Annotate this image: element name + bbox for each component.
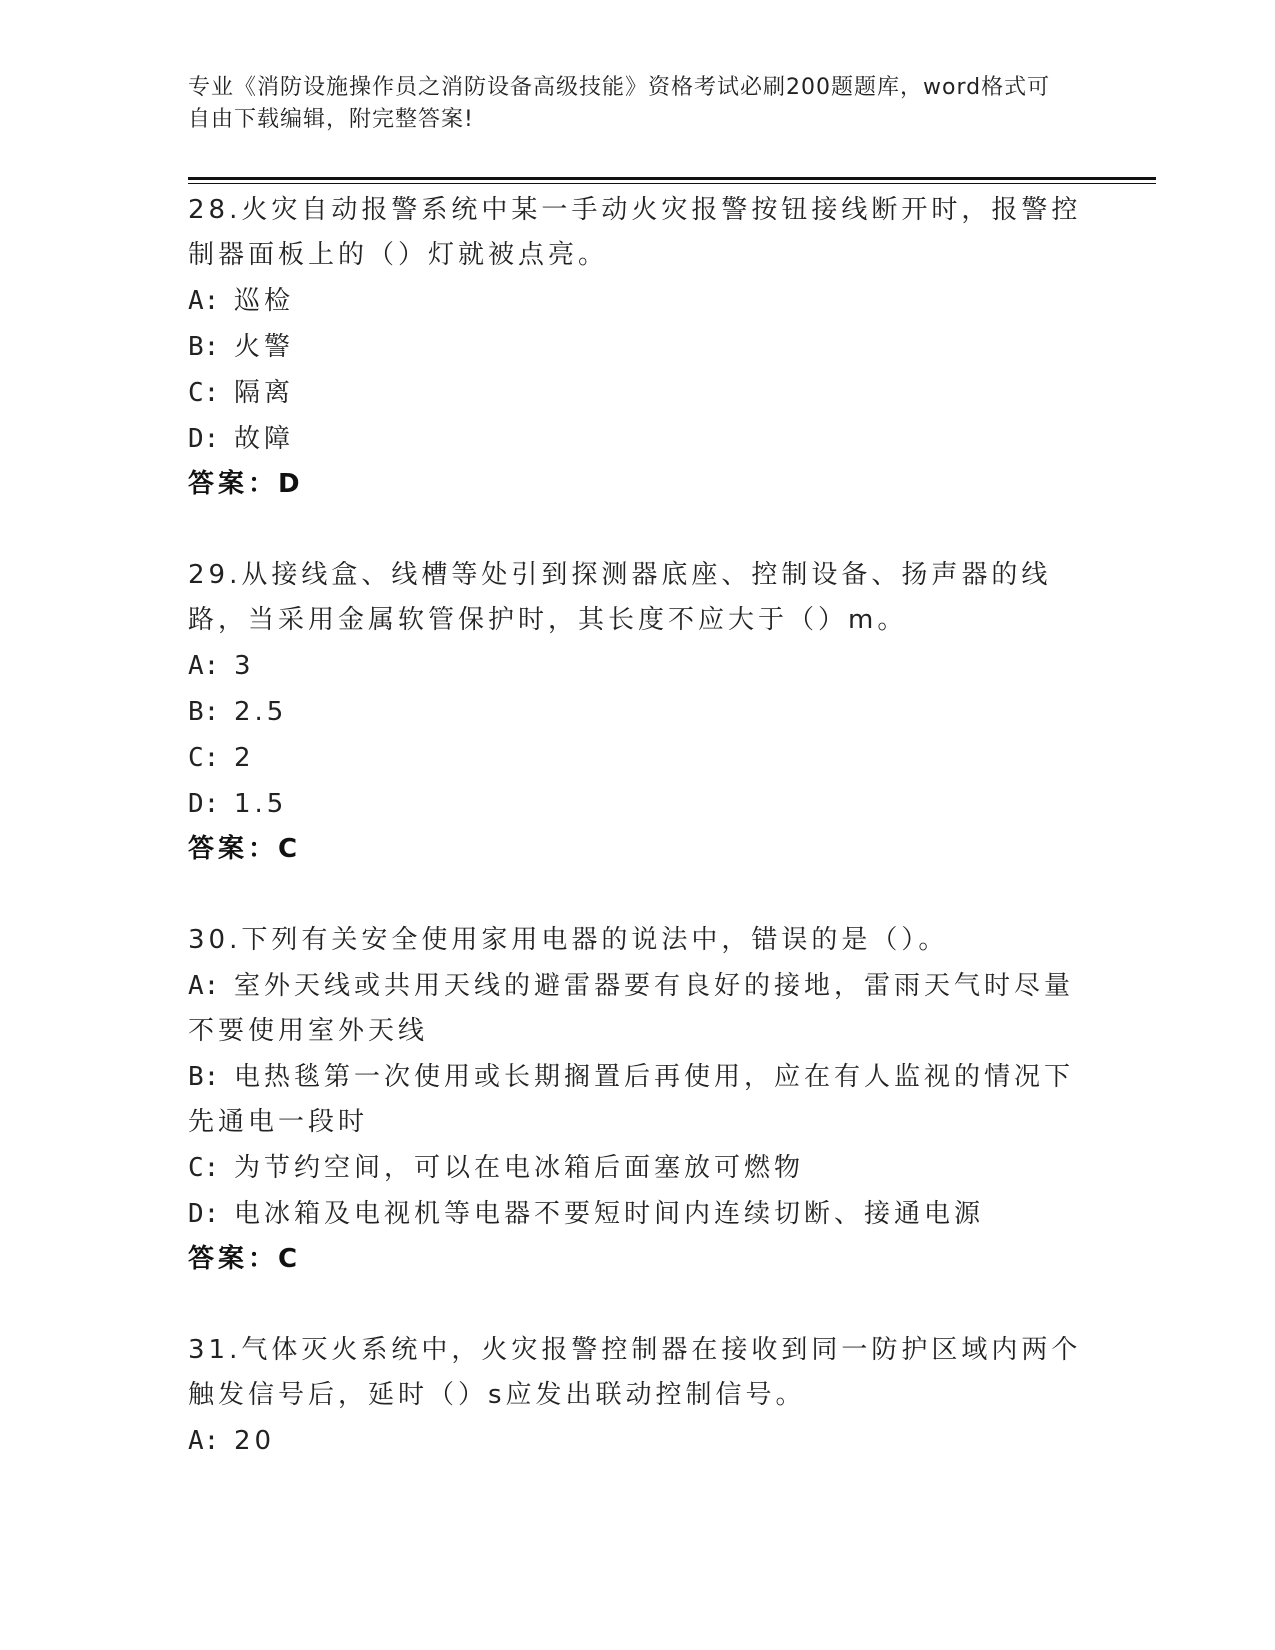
option-label: D: xyxy=(188,789,220,819)
option-text: 3 xyxy=(234,651,255,681)
option-label: D: xyxy=(188,1199,220,1229)
question-31 xyxy=(188,1328,1088,1464)
option-text: 火警 xyxy=(234,332,295,362)
option-label: C: xyxy=(188,1153,220,1183)
option-label: D: xyxy=(188,424,220,454)
question-29 xyxy=(188,553,1088,872)
option-c xyxy=(188,370,1088,416)
option-b xyxy=(188,1054,1088,1145)
question-28 xyxy=(188,188,1088,507)
question-30 xyxy=(188,918,1088,1282)
option-b xyxy=(188,689,1088,735)
option-text: 2.5 xyxy=(234,697,288,727)
option-d xyxy=(188,416,1088,462)
option-text: 为节约空间，可以在电冰箱后面塞放可燃物 xyxy=(234,1153,805,1183)
question-stem: 28.火灾自动报警系统中某一手动火灾报警按钮接线断开时，报警控制器面板上的（）灯就被点亮。 xyxy=(188,195,1082,270)
option-label: A: xyxy=(188,651,220,681)
option-label: A: xyxy=(188,971,220,1001)
option-a xyxy=(188,643,1088,689)
question-stem: 29.从接线盒、线槽等处引到探测器底座、控制设备、扬声器的线路，当采用金属软管保护时，其长度不应大于（）m。 xyxy=(188,560,1052,635)
option-text: 电热毯第一次使用或长期搁置后再使用，应在有人监视的情况下先通电一段时 xyxy=(188,1062,1075,1137)
header-divider-thick xyxy=(188,177,1156,180)
option-b xyxy=(188,324,1088,370)
option-a xyxy=(188,1418,1088,1464)
option-text: 隔离 xyxy=(234,378,295,408)
question-stem: 31.气体灭火系统中，火灾报警控制器在接收到同一防护区域内两个触发信号后，延时（）s应发出联动控制信号。 xyxy=(188,1335,1082,1410)
option-label: C: xyxy=(188,378,220,408)
option-d xyxy=(188,1191,1088,1237)
document-header: 专业《消防设施操作员之消防设备高级技能》资格考试必刷200题题库，word格式可自由下载编辑，附完整答案! xyxy=(188,75,1051,132)
option-a xyxy=(188,278,1088,324)
option-c xyxy=(188,1145,1088,1191)
question-list xyxy=(188,188,1088,1464)
answer-line: 答案：C xyxy=(188,1244,302,1274)
option-text: 电冰箱及电视机等电器不要短时间内连续切断、接通电源 xyxy=(234,1199,985,1229)
option-label: C: xyxy=(188,743,220,773)
answer-line: 答案：C xyxy=(188,834,302,864)
option-text: 巡检 xyxy=(234,286,295,316)
option-label: B: xyxy=(188,697,220,727)
option-d xyxy=(188,781,1088,827)
option-text: 1.5 xyxy=(234,789,288,819)
option-text: 故障 xyxy=(234,424,295,454)
option-label: A: xyxy=(188,286,220,316)
option-text: 室外天线或共用天线的避雷器要有良好的接地，雷雨天气时尽量不要使用室外天线 xyxy=(188,971,1075,1046)
option-label: B: xyxy=(188,1062,220,1092)
answer-line: 答案：D xyxy=(188,469,304,499)
option-label: A: xyxy=(188,1426,220,1456)
option-text: 2 xyxy=(234,743,255,773)
option-label: B: xyxy=(188,332,220,362)
option-text: 20 xyxy=(234,1426,276,1456)
question-stem: 30.下列有关安全使用家用电器的说法中，错误的是（）。 xyxy=(188,925,949,955)
option-c xyxy=(188,735,1088,781)
option-a xyxy=(188,963,1088,1054)
header-divider-thin xyxy=(188,183,1156,184)
